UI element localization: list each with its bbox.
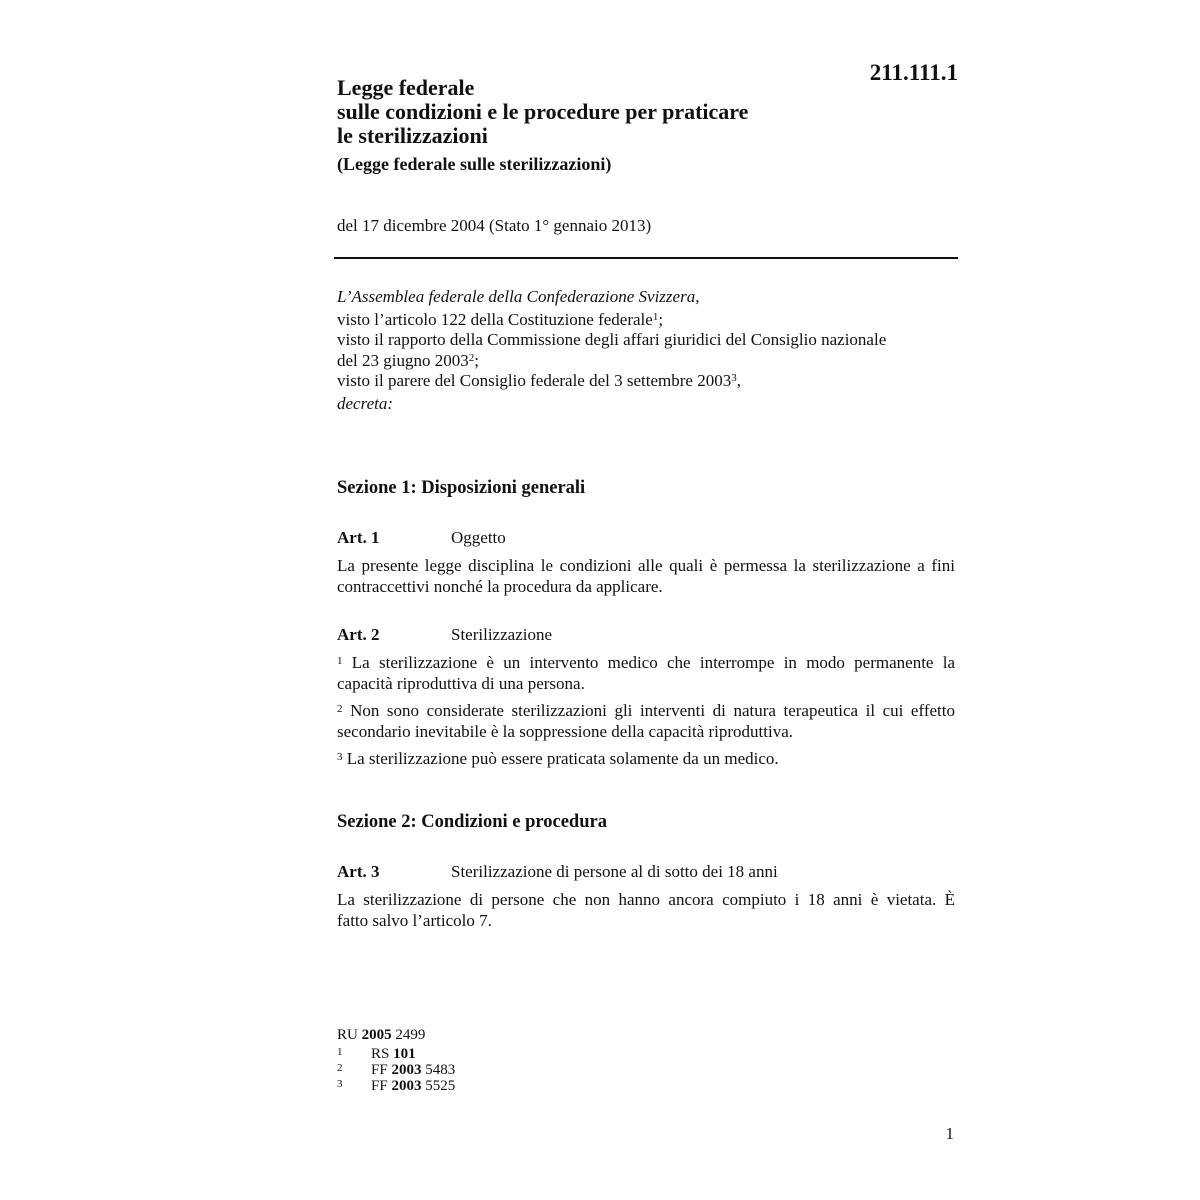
text-line [337,653,955,674]
footnote-prefix: RS [371,1046,390,1062]
article-paragraph [337,749,955,770]
footnote-rest: 5525 [425,1078,456,1094]
footnote-bold: 2003 [391,1062,422,1078]
footnotes [337,1027,637,1094]
preamble-text: del 23 giugno 2003 [337,350,469,370]
preamble-text: visto il parere del Consiglio federale del 3 settembre 2003 [337,371,732,390]
footnote-prefix: FF [371,1062,388,1078]
footnote-prefix: FF [371,1078,388,1094]
article-text [337,556,955,597]
article-heading [337,625,552,645]
article-number: Art. 2 [337,625,380,644]
footnote-item: 1 RS 101 [337,1046,416,1062]
article-text [337,890,955,931]
text-line: fatto salvo l’articolo 7. [337,910,492,930]
article-paragraph [337,653,955,694]
section-heading: Sezione 1: Disposizioni generali [337,478,586,498]
text-line [337,701,955,722]
text-line [337,749,955,770]
sr-number: 211.111.1 [869,60,958,85]
preamble-punct: ; [658,309,664,329]
law-title-line: le sterilizzazioni [337,123,488,148]
article-title: Sterilizzazione di persone al di sotto dei 18 anni [451,862,778,881]
page-number: 1 [945,1124,954,1143]
article-heading [337,862,778,882]
section-heading: Sezione 2: Condizioni e procedura [337,812,607,832]
article-title: Oggetto [451,528,506,547]
footnote-ref[interactable]: 2 [468,351,475,364]
header-divider [334,257,958,259]
text-line: La presente legge disciplina le condizioni alle quali è permessa la sterilizzazione a fini [337,556,955,575]
text-line: contraccettivi nonché la procedura da applicare. [337,576,663,596]
preamble [337,287,957,414]
paragraph-text: La sterilizzazione è un intervento medico che interrompe in modo permanente la [351,653,956,672]
law-title [337,76,897,148]
paragraph-number: 3 [337,751,343,763]
paragraph-text: La sterilizzazione può essere praticata solamente da un medico. [346,749,779,768]
text-line: capacità riproduttiva di una persona. [337,673,585,693]
footnote-rest: 5483 [425,1062,456,1078]
article-number: Art. 1 [337,528,380,547]
preamble-punct: ; [474,350,479,370]
law-date: del 17 dicembre 2004 (Stato 1° gennaio 2013) [337,216,652,235]
preamble-decreta: decreta: [337,393,394,413]
footnote-item: 3 FF 2003 5525 [337,1078,456,1094]
text-line: secondario inevitabile è la soppressione della capacità riproduttiva. [337,721,793,741]
footnote-ref[interactable]: 3 [731,372,737,384]
footnote-bold: 2003 [391,1078,422,1094]
law-short-title: (Legge federale sulle sterilizzazioni) [337,154,612,174]
preamble-line [337,351,957,372]
preamble-punct: , [736,371,741,390]
ru-year: 2005 [361,1027,392,1043]
footnote-bold: 101 [393,1046,416,1062]
paragraph-number: 1 [337,655,343,667]
article-title: Sterilizzazione [451,625,553,644]
preamble-line [337,310,957,331]
preamble-line: visto il rapporto della Commissione degli affari giuridici del Consiglio nazionale [337,330,887,349]
article-heading [337,528,506,548]
footnote-item: 2 FF 2003 5483 [337,1062,456,1078]
article-paragraph [337,701,955,742]
ru-page: 2499 [395,1027,426,1043]
paragraph-number: 2 [337,703,343,715]
ru-reference [337,1027,637,1043]
preamble-line [337,371,957,392]
preamble-intro: L’Assemblea federale della Confederazione Svizzera, [337,287,700,306]
law-title-line: Legge federale [337,75,475,100]
footnote-ref[interactable]: 1 [652,310,659,323]
preamble-text: visto l’articolo 122 della Costituzione federale [337,309,653,329]
paragraph-text: Non sono considerate sterilizzazioni gli interventi di natura terapeutica il cui effetto [350,701,955,720]
text-line: La sterilizzazione di persone che non hanno ancora compiuto i 18 anni è vietata. È [337,890,955,909]
law-title-line: sulle condizioni e le procedure per praticare [337,99,749,124]
article-number: Art. 3 [337,862,380,881]
ru-prefix: RU [337,1027,358,1043]
